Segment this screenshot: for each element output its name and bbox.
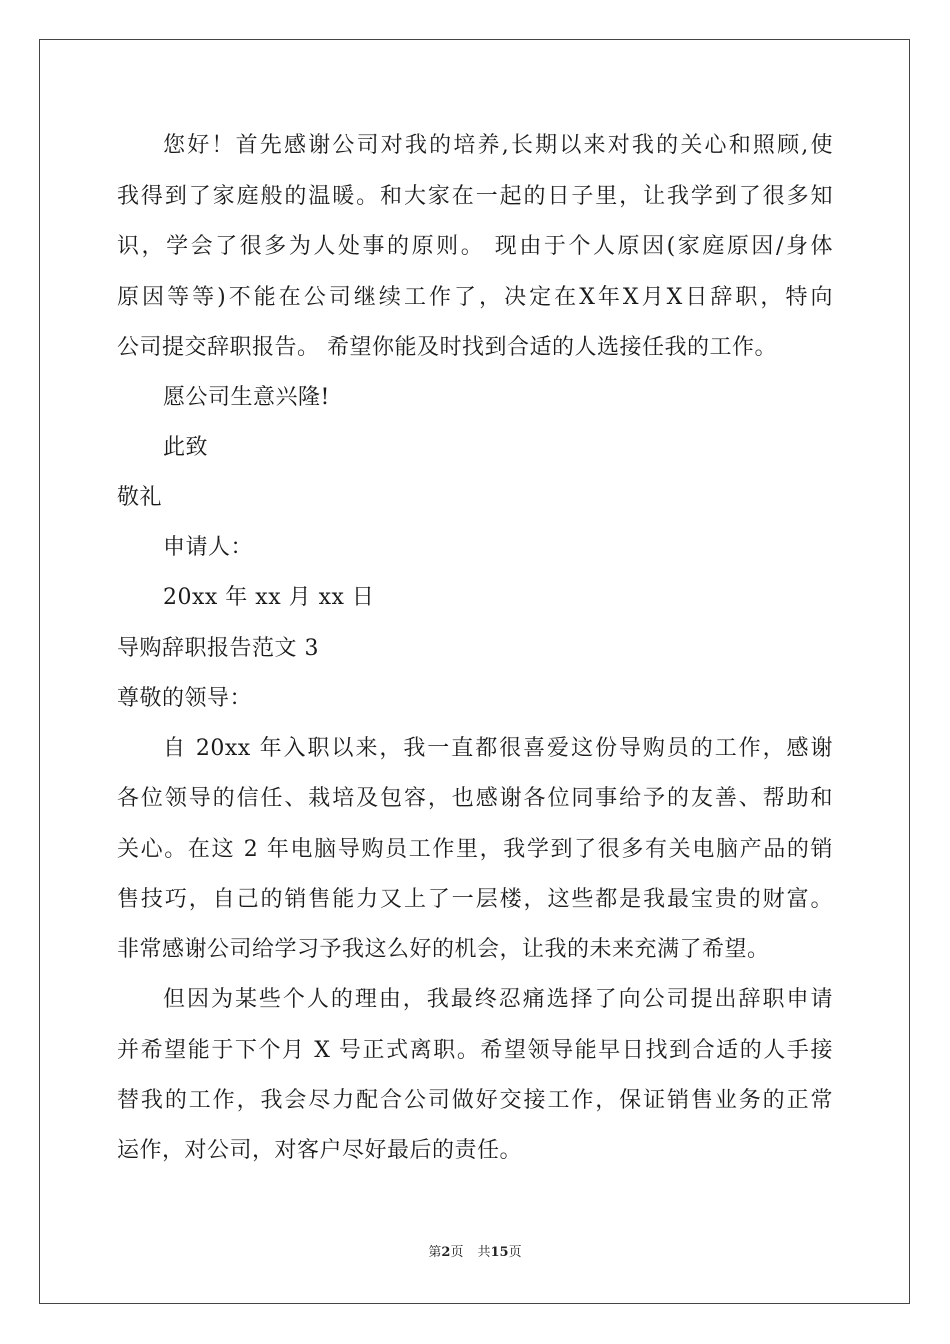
text-line: 并希望能于下个月 X 号正式离职。希望领导能早日找到合适的人手接 [117, 1038, 833, 1063]
page-footer [0, 1244, 950, 1262]
text-line: 非常感谢公司给学习予我这么好的机会，让我的未来充满了希望。 [117, 937, 770, 962]
page-prefix: 第 [428, 1245, 442, 1260]
page-suffix: 页 [450, 1245, 464, 1260]
total-suffix: 页 [508, 1245, 522, 1260]
text-line: 售技巧，自己的销售能力又上了一层楼，这些都是我最宝贵的财富。 [117, 887, 833, 912]
greeting: 尊敬的领导： [117, 686, 253, 711]
applicant-label: 申请人： [163, 535, 254, 560]
text-line: 我得到了家庭般的温暖。和大家在一起的日子里，让我学到了很多知 [117, 184, 833, 209]
text-line: 替我的工作，我会尽力配合公司做好交接工作，保证销售业务的正常 [117, 1088, 833, 1113]
text-line: 自 20xx 年入职以来，我一直都很喜爱这份导购员的工作，感谢 [163, 736, 833, 761]
total-pages: 15 [490, 1245, 509, 1260]
text-line: 各位领导的信任、栽培及包容，也感谢各位同事给予的友善、帮助和 [117, 786, 833, 811]
text-line: 原因等等)不能在公司继续工作了，决定在X年X月X日辞职，特向 [117, 285, 833, 310]
salutation-respect: 敬礼 [117, 485, 163, 510]
total-prefix: 共 [477, 1245, 491, 1260]
page-number: 2 [441, 1245, 451, 1260]
text-line: 运作，对公司，对客户尽好最后的责任。 [117, 1138, 523, 1163]
salutation-closing: 此致 [163, 435, 209, 460]
date-line: 20xx 年 xx 月 xx 日 [163, 585, 375, 610]
section-heading: 导购辞职报告范文 3 [117, 636, 319, 661]
text-line: 公司提交辞职报告。 希望你能及时找到合适的人选接任我的工作。 [117, 335, 777, 360]
closing-wish: 愿公司生意兴隆! [163, 385, 330, 410]
text-line: 您好！首先感谢公司对我的培养,长期以来对我的关心和照顾,使 [163, 133, 833, 158]
text-line: 识，学会了很多为人处事的原则。 现由于个人原因(家庭原因/身体 [117, 234, 833, 259]
text-line: 但因为某些个人的理由，我最终忍痛选择了向公司提出辞职申请 [163, 987, 833, 1012]
text-line: 关心。在这 2 年电脑导购员工作里，我学到了很多有关电脑产品的销 [117, 837, 833, 862]
